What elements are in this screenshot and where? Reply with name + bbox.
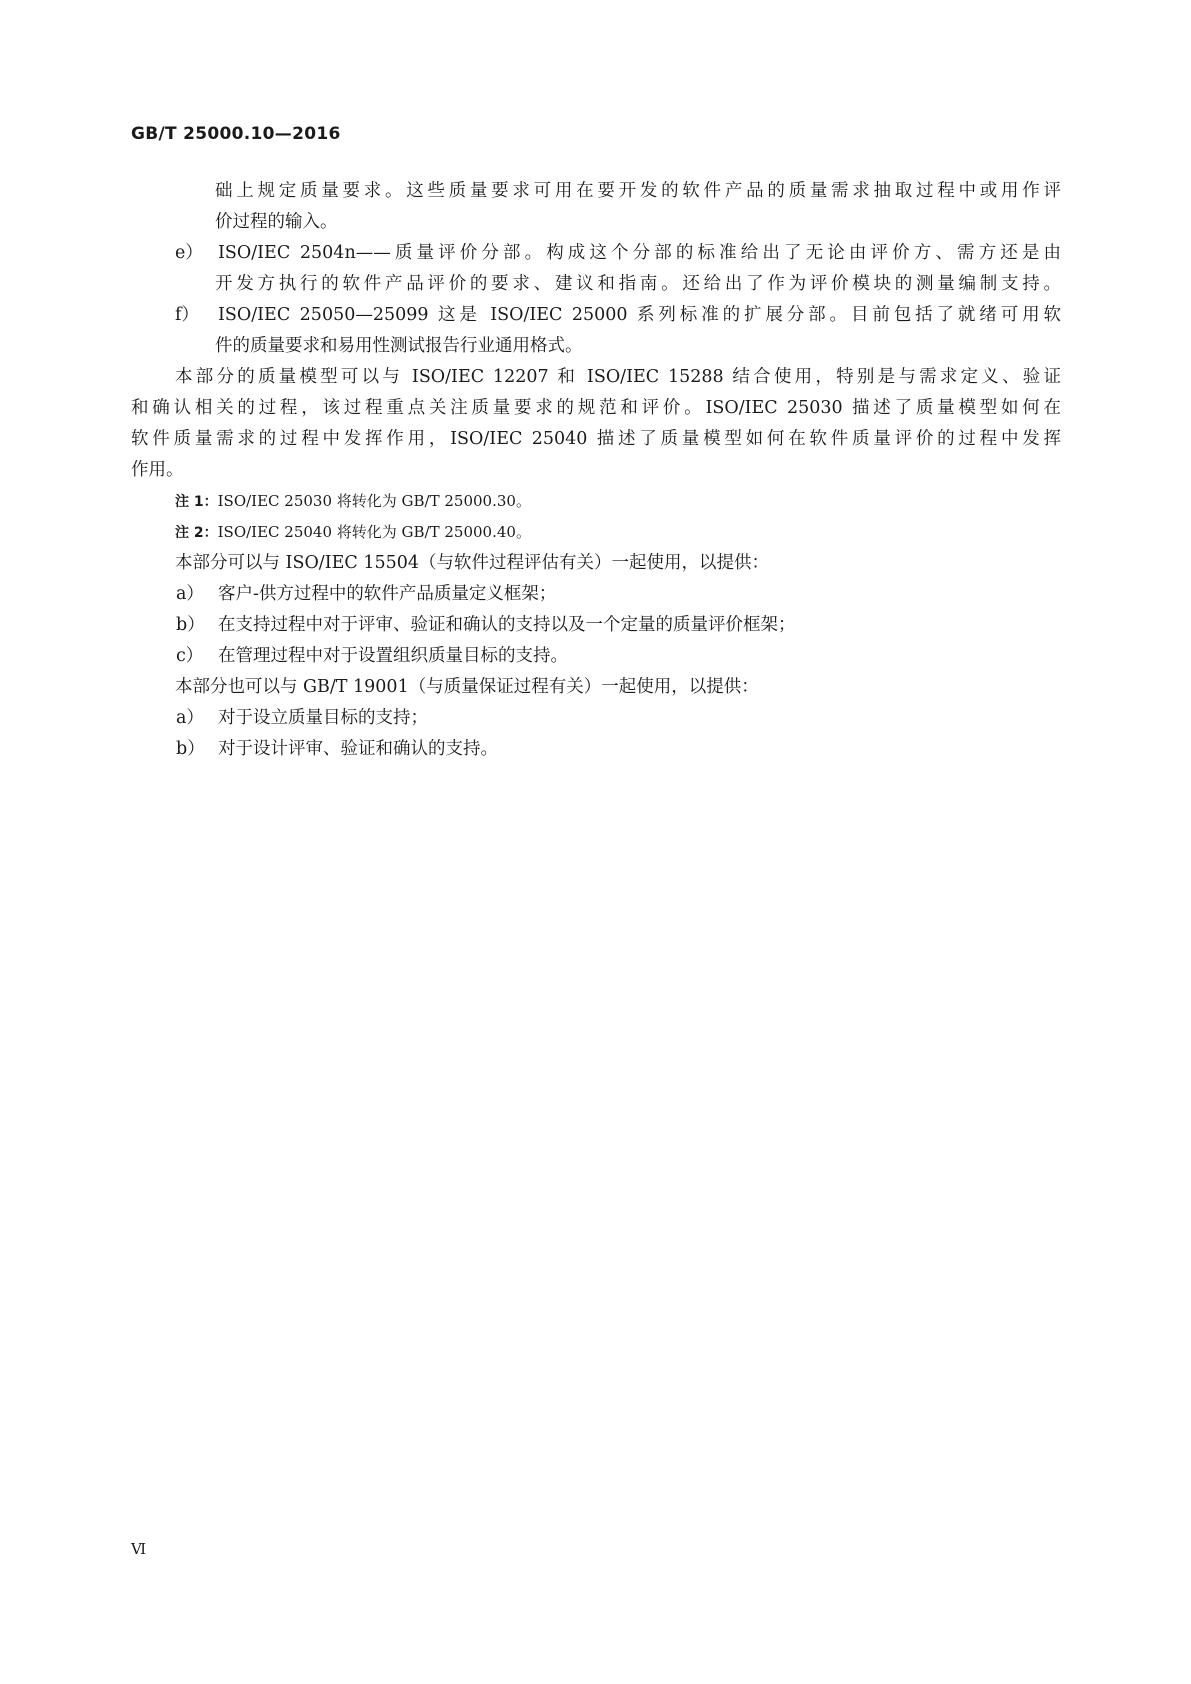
- paragraph-line: 软件质量需求的过程中发挥作用，ISO/IEC 25040 描述了质量模型如何在软件质量评价的过程中发挥: [131, 429, 1061, 449]
- document-standard-number: GB/T 25000.10—2016: [131, 124, 341, 144]
- note-label: 注 1：: [175, 494, 218, 510]
- list-item-f: [131, 300, 1061, 362]
- list-item-text: 在支持过程中对于评审、验证和确认的支持以及一个定量的质量评价框架；: [218, 615, 796, 635]
- list-item-b: [131, 734, 1061, 765]
- list-item-label: b）: [176, 615, 205, 635]
- list-item-e: [131, 238, 1061, 300]
- note-text: ISO/IEC 25040 将转化为 GB/T 25000.40。: [217, 523, 531, 541]
- paragraph-line: 本部分的质量模型可以与 ISO/IEC 12207 和 ISO/IEC 15288 结合使用，特别是与需求定义、验证: [175, 367, 1061, 387]
- list-item-label: f）: [175, 305, 199, 325]
- list-item-text: 客户-供方过程中的软件产品质量定义框架；: [218, 584, 557, 604]
- note-label: 注 2：: [175, 525, 218, 541]
- list-item-c: [131, 641, 1061, 672]
- list-item-text: ISO/IEC 25050—25099 这是 ISO/IEC 25000 系列标准的扩展分部。目前包括了就绪可用软: [218, 305, 1061, 325]
- list-item-text: 对于设计评审、验证和确认的支持。: [218, 739, 498, 759]
- list-item-label: e）: [175, 243, 203, 263]
- list-item-b: [131, 610, 1061, 641]
- list-item-text: 在管理过程中对于设置组织质量目标的支持。: [218, 646, 568, 666]
- list-item-label: a）: [176, 708, 204, 728]
- list-item-a: [131, 703, 1061, 734]
- continued-text-line: 础上规定质量要求。这些质量要求可用在要开发的软件产品的质量需求抽取过程中或用作评: [215, 181, 1061, 201]
- note-1: [131, 486, 1061, 517]
- list-item-text: 开发方执行的软件产品评价的要求、建议和指南。还给出了作为评价模块的测量编制支持。: [215, 274, 1061, 294]
- paragraph-quality-model: [131, 362, 1061, 486]
- document-body: [131, 176, 1061, 765]
- paragraph-line: 和确认相关的过程，该过程重点关注质量要求的规范和评价。ISO/IEC 25030 描述了质量模型如何在: [131, 398, 1061, 418]
- page-number: Ⅵ: [131, 1540, 147, 1558]
- list-item-a: [131, 579, 1061, 610]
- paragraph-gbt19001: 本部分也可以与 GB/T 19001（与质量保证过程有关）一起使用，以提供：: [175, 677, 759, 697]
- paragraph-iso15504: 本部分可以与 ISO/IEC 15504（与软件过程评估有关）一起使用，以提供：: [175, 553, 770, 573]
- list-item-text: ISO/IEC 2504n——质量评价分部。构成这个分部的标准给出了无论由评价方、需方还是由: [218, 243, 1061, 263]
- note-2: [131, 517, 1061, 548]
- list-item-label: c）: [176, 646, 204, 666]
- list-item-label: b）: [176, 739, 205, 759]
- note-text: ISO/IEC 25030 将转化为 GB/T 25000.30。: [217, 492, 531, 510]
- list-item-text: 件的质量要求和易用性测试报告行业通用格式。: [215, 336, 583, 356]
- list-item-label: a）: [176, 584, 204, 604]
- list-item-text: 对于设立质量目标的支持；: [218, 708, 428, 728]
- continued-text-line: 价过程的输入。: [215, 212, 338, 232]
- paragraph-line: 作用。: [131, 460, 184, 480]
